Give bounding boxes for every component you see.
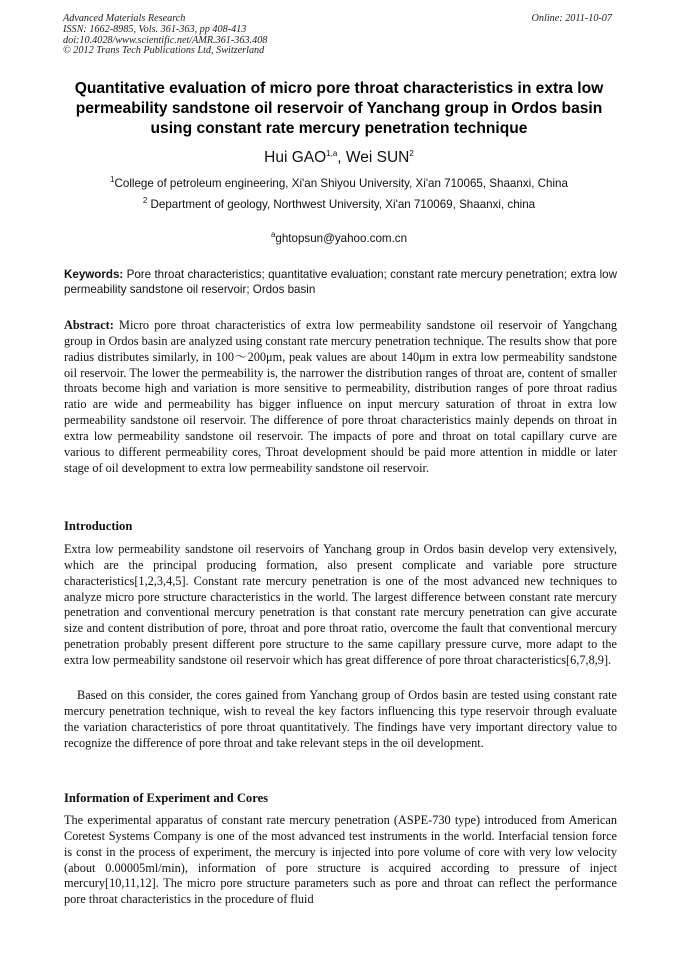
introduction-paragraph-1: Extra low permeability sandstone oil reservoirs of Yanchang group in Ordos basin develop very extensively, which are the principal producing formation, also present complicate and variable pore structure characteristics[1,2,3,4,5]. Constant rate mercury penetration is one of the most advanced new techniques to analyze micro pore structure characteristics in the world. The largest difference between constant rate mercury penetration and conventional mercury penetration is that constant rate mercury penetration can give accurate size and content distribution of pore, throat and pore throat ratio, overcome the fault that conventional mercury penetration probably present different pore structure to the same capillary pressure curve, more adapt to the extra low permeability sandstone oil reservoir which has great difference of pore throat characteristics[6,7,8,9]. xyxy=(64,542,617,667)
author-1: Hui GAO xyxy=(264,149,327,166)
experiment-paragraph-1: The experimental apparatus of constant rate mercury penetration (ASPE-730 type) introduced from American Coretest Systems Company is one of the most advanced test instruments in the world. Interfacial tension force is const in the process of experiment, the mercury is injected into pore volume of core with very low velocity (about 0.00005ml/min), information of pore structure is acquired according to pressure of inject mercury[10,11,12]. The micro pore structure parameters such as pore and throat can reflect the performance pore throat characteristics in the procedure of fluid xyxy=(64,813,617,907)
affiliation-2-sup: 2 xyxy=(142,196,148,206)
author-separator: , xyxy=(337,149,346,166)
abstract-text: Micro pore throat characteristics of extra low permeability sandstone oil reservoir of Yangchang group in Ordos basin are analyzed using constant rate mercury penetration technique. The results show that pore radius distributes similarly, in 100～200μm, peak values are about 140μm in extra low permeability sandstone oil reservoir. The lower the permeability is, the narrower the distribution ranges of throat are, content of smaller throats become high and variation is more sensitive to permeability, distribution ranges of pore throat radius ratio are wide and permeability has bigger influence on input mercury saturation of throat in extra low permeability sandstone oil reservoir. The difference of pore throat characteristics mainly depends on throat in extra low permeability sandstone oil reservoir. The impacts of pore and throat on total capillary curve are various to different permeability cores, Throat development should be paid more attention in middle or later stage of oil development to extra low permeability sandstone oil reservoir. xyxy=(64,318,617,475)
online-date: Online: 2011-10-07 xyxy=(531,13,612,24)
affiliation-2 xyxy=(0,198,678,212)
introduction-heading: Introduction xyxy=(64,519,133,533)
author-1-sup: 1,a xyxy=(326,148,338,158)
introduction-paragraph-2: Based on this consider, the cores gained from Yanchang group of Ordos basin are tested using constant rate mercury penetration technique, wish to reveal the key factors influencing this type reservoir through evaluate the variation characteristics of pore throat quantitatively. The findings have very important directory value to recognize the difference of pore throat and take relevant steps in the oil development. xyxy=(64,688,617,750)
paper-title: Quantitative evaluation of micro pore throat characteristics in extra low permeability sandstone oil reservoir of Yanchang group in Ordos basin using constant rate mercury penetration technique xyxy=(74,80,604,137)
keywords-text: Pore throat characteristics; quantitative evaluation; constant rate mercury penetration; extra low permeability sandstone oil reservoir; Ordos basin xyxy=(64,268,617,296)
email-text: ghtopsun@yahoo.com.cn xyxy=(275,232,408,245)
journal-name: Advanced Materials Research xyxy=(63,13,186,24)
keywords xyxy=(64,267,617,297)
keywords-label: Keywords: xyxy=(64,268,124,281)
affiliation-2-text: Department of geology, Northwest University, Xi'an 710069, Shaanxi, china xyxy=(147,198,536,211)
affiliation-1-text: College of petroleum engineering, Xi'an Shiyou University, Xi'an 710065, Shaanxi, China xyxy=(114,177,568,190)
affiliation-1-sup: 1 xyxy=(110,175,115,185)
affiliation-1 xyxy=(0,177,678,191)
journal-copyright: © 2012 Trans Tech Publications Ltd, Switzerland xyxy=(63,45,265,57)
abstract xyxy=(64,318,617,476)
experiment-heading: Information of Experiment and Cores xyxy=(64,791,269,805)
journal-doi: doi:10.4028/www.scientific.net/AMR.361-363.408 xyxy=(63,34,268,46)
email-sup: a xyxy=(270,230,276,240)
author-line xyxy=(0,148,678,168)
abstract-label: Abstract: xyxy=(64,318,114,332)
author-2: Wei SUN xyxy=(345,149,410,166)
journal-issn: ISSN: 1662-8985, Vols. 361-363, pp 408-413 xyxy=(63,23,247,35)
contact-email xyxy=(0,232,678,246)
journal-info xyxy=(63,14,267,57)
author-2-sup: 2 xyxy=(409,148,414,158)
